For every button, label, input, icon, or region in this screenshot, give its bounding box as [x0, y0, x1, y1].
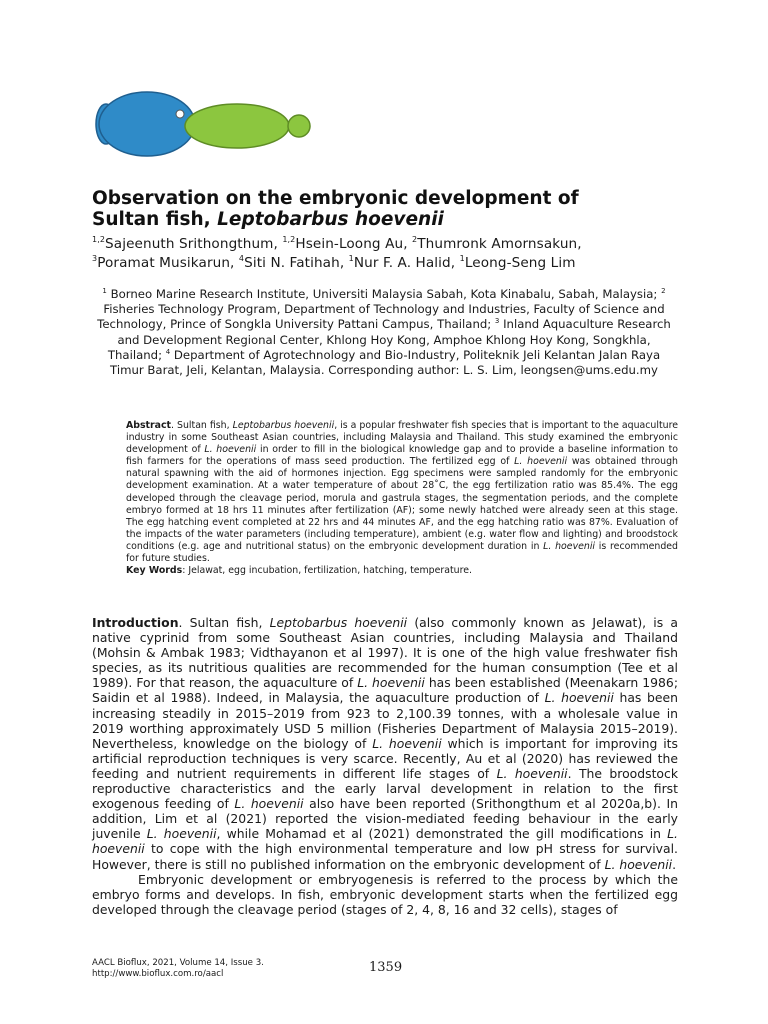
author-name: Siti N. Fatihah,	[244, 255, 349, 271]
keywords-text: : Jelawat, egg incubation, fertilization, hatching, temperature.	[182, 565, 472, 577]
author-sup: 1	[348, 254, 354, 263]
author-sup: 1,2	[282, 235, 296, 244]
author-list	[92, 235, 692, 273]
title-line-1: Observation on the embryonic development of	[92, 188, 579, 209]
aacl-bioflux-fish-logo	[92, 84, 322, 164]
title-prefix: Sultan fish,	[92, 209, 218, 230]
page-number: 1359	[369, 960, 403, 975]
author-sup: 2	[412, 235, 418, 244]
author-name: Poramat Musikarun,	[97, 255, 239, 271]
paper-title	[92, 188, 692, 230]
journal-footer	[92, 958, 264, 979]
title-species: Leptobarbus hoevenii	[217, 209, 444, 230]
intro-paragraph-2: Embryonic development or embryogenesis is referred to the process by which the embryo forms and develops. In fish, embryonic development starts when the fertilized egg developed through the cleavage period (stages of 2, 4, 8, 16 and 32 cells), stages of	[92, 871, 678, 917]
intro-heading: Introduction	[92, 615, 179, 630]
logo-green-tail	[288, 115, 310, 137]
author-name: Sajeenuth Srithongthum,	[105, 236, 283, 252]
author-name: Leong-Seng Lim	[464, 255, 576, 271]
author-name: Hsein-Loong Au,	[295, 236, 413, 252]
keywords-label: Key Words	[126, 565, 183, 577]
abstract: Abstract. Sultan fish, Leptobarbus hoevenii, is a popular freshwater fish species that is important to the aquaculture industry in some Southeast Asian countries, including Malaysia and Thailand. This study examined the embryonic development of L. hoevenii in order to fill in the biological knowledge gap and to provide a baseline information to fish farmers for the operations of mass seed production. The fertilized egg of L. hoevenii was obtained through natural spawning with the aid of hormones injection. Egg specimens were sampled randomly for the embryonic development examination. At a water temperature of about 28˚C, the egg fertilization ratio was 85.4%. The egg developed through the cleavage period, morula and gastrula stages, the segmentation periods, and the complete embryo formed at 18 hrs 11 minutes after fertilization (AF); some newly hatched were already seen at this stage. The egg hatching event completed at 22 hrs and 44 minutes AF, and the egg hatching ratio was 87%. Evaluation of the impacts of the water parameters (including temperature), ambient (e.g. water flow and lighting) and broodstock conditions (e.g. age and nutritional status) on the embryonic development duration in L. hoevenii is recommended for future studies. Key Words: Jelawat, egg incubation, fertilization, hatching, temperature.	[126, 420, 678, 577]
intro-paragraph-1: Introduction. Sultan fish, Leptobarbus hoevenii (also commonly known as Jelawat), is a native cyprinid from some Southeast Asian countries, including Malaysia and Thailand (Mohsin & Ambak 1983; Vidthayanon et al 1997). It is one of the high value freshwater fish species, as its nutritious qualities are recommended for the human consumption (Tee et al 1989). For that reason, the aquaculture of L. hoevenii has been established (Meenakarn 1986; Saidin et al 1988). Indeed, in Malaysia, the aquaculture production of L. hoevenii has been increasing steadily in 2015–2019 from 923 to 2,100.39 tonnes, with a wholesale value in 2019 worthing approximately USD 5 million (Fisheries Department of Malaysia 2015–2019). Nevertheless, knowledge on the biology of L. hoevenii which is important for improving its artificial reproduction techniques is very scarce. Recently, Au et al (2020) has reviewed the feeding and nutrient requirements in different life stages of L. hoevenii. The broodstock reproductive characteristics and the early larval development in relation to the first exogenous feeding of L. hoevenii also have been reported (Srithongthum et al 2020a,b). In addition, Lim et al (2021) reported the vision-mediated feeding behaviour in the early juvenile L. hoevenii, while Mohamad et al (2021) demonstrated the gill modifications in L. hoevenii to cope with the high environmental temperature and low pH stress for survival. However, there is still no published information on the embryonic development of L. hoevenii.	[92, 615, 678, 872]
title-line-2	[92, 209, 692, 230]
introduction-section	[92, 615, 678, 917]
author-sup: 4	[238, 254, 245, 263]
journal-citation: AACL Bioflux, 2021, Volume 14, Issue 3.	[92, 958, 264, 968]
author-name: Nur F. A. Halid,	[353, 255, 460, 271]
affiliation-4: Department of Agrotechnology and Bio-Industry, Politeknik Jeli Kelantan Jalan Raya Timur Barat, Jeli, Kelantan, Malaysia. Corresponding author: L. S. Lim, leongsen@ums.edu.my	[110, 347, 661, 378]
logo-blue-fish	[99, 92, 195, 156]
journal-url[interactable]: http://www.bioflux.com.ro/aacl	[92, 968, 224, 979]
logo-green-fish	[185, 104, 289, 148]
author-sup: 1	[459, 254, 465, 263]
logo-eye	[176, 110, 184, 118]
affiliation-2: Fisheries Technology Program, Department of Technology and Industries, Faculty of Science and Technology, Prince of Songkla University Pattani Campus, Thailand;	[97, 302, 665, 332]
affiliation-3: Inland Aquaculture Research and Development Regional Center, Khlong Hoy Kong, Amphoe Khlong Hoy Kong, Songkhla, Thailand;	[107, 317, 671, 362]
affiliation-1: Borneo Marine Research Institute, Universiti Malaysia Sabah, Kota Kinabalu, Sabah, Malaysia;	[106, 287, 662, 301]
author-sup: 3	[92, 254, 98, 263]
author-name: Thumronk Amornsakun,	[417, 236, 582, 252]
author-sup: 1,2	[92, 235, 106, 244]
affiliations: $^1$ Borneo Marine Research Institute, Universiti Malaysia Sabah, Kota Kinabalu, Sabah, Malaysia; $^2$ Fisheries Technology Program, Department of Technology and Industries, Faculty of Science and Technology, Prince of Songkla University Pattani Campus, Thailand; $^3$ Inland Aquaculture Research and Development Regional Center, Khlong Hoy Kong, Amphoe Khlong Hoy Kong, Songkhla, Thailand; $^4$ Department of Agrotechnology and Bio-Industry, Politeknik Jeli Kelantan Jalan Raya Timur Barat, Jeli, Kelantan, Malaysia. Corresponding author: L. S. Lim, leongsen@ums.edu.my	[97, 287, 671, 378]
abstract-label: Abstract	[126, 420, 172, 431]
